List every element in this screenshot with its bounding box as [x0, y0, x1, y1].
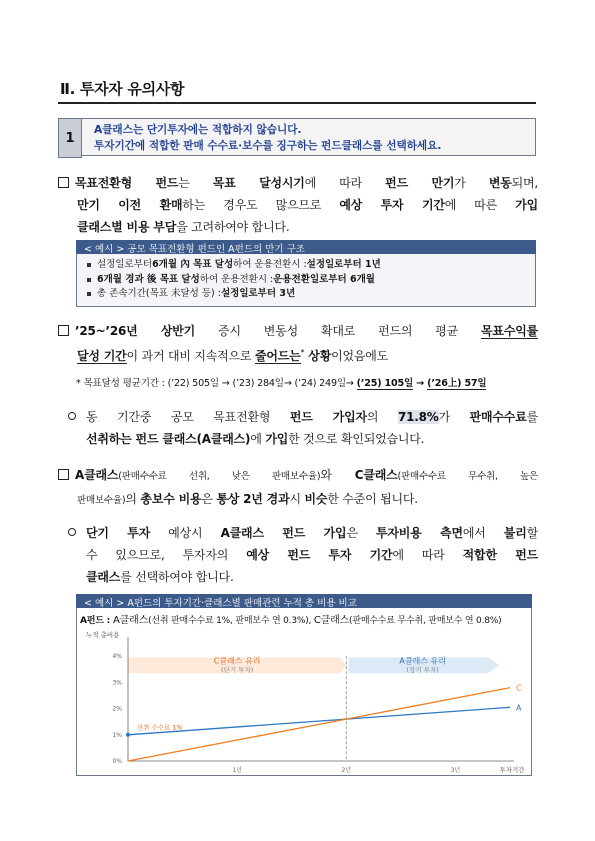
text: 은 [346, 526, 376, 540]
fee-annotation: 선취 수수료 1% [136, 723, 183, 732]
text: * 목표달성 평균기간 : [76, 378, 168, 389]
bullet-dot-icon [87, 278, 91, 282]
callout-line-1: A클래스는 단기투자에는 적합하지 않습니다. [94, 124, 302, 136]
text: 에 따른 [444, 198, 516, 212]
text: 되며, [511, 176, 539, 190]
list-item [87, 258, 525, 273]
text: (선취 판매수수료 1%, 판매보수 연 0.3%), [148, 616, 314, 626]
text-small: (판매수수료 선취, 낮은 판매보수율) [118, 471, 321, 482]
paragraph-target-conversion [58, 172, 538, 238]
title-divider [58, 102, 536, 104]
y-tick-label: 4% [112, 653, 122, 661]
footnote-average-period [76, 375, 486, 389]
text: 하는 경우도 많으므로 [182, 198, 340, 212]
text: 에 [250, 432, 266, 446]
text-bold: 비슷 [304, 492, 328, 506]
square-bullet-icon [58, 177, 69, 188]
text: 을 고려하여야 합니다. [176, 220, 290, 234]
text-bold: 투자비용 측면 [375, 526, 463, 540]
zone-c-sublabel: (단기 투자) [221, 665, 254, 674]
text: 에 따라 [304, 176, 386, 190]
text: 하여 운용전환시 : [233, 259, 307, 270]
y-tick-label: 3% [112, 679, 122, 687]
example-box-maturity [76, 240, 536, 307]
text-bold: 예상 투자 기간 [339, 198, 445, 212]
text-bold: A클래스 [75, 468, 119, 482]
series-label-a: A [516, 703, 522, 713]
text-bold: 적합한 펀드 [462, 548, 538, 562]
callout-box [81, 118, 536, 156]
text-bold: ’25~’26년 상반기 [75, 324, 196, 338]
x-tick-label: 3년 [450, 767, 461, 774]
list-item [87, 287, 525, 302]
example-box-header: < 예시 > 공모 목표전환형 펀드인 A펀드의 만기 구조 [76, 240, 536, 254]
text-bold: 판매수수료 [469, 410, 527, 424]
text: A클래스 [113, 615, 149, 626]
text: 한 것으로 확인되었습니다. [288, 432, 425, 446]
zone-c-label: C클래스 유리 [213, 656, 261, 666]
text-bold: 단기 투자 [86, 526, 151, 540]
text: 한 수준이 됩니다. [327, 492, 418, 506]
text-small: (판매수수료 무수취, 높은 [397, 471, 538, 482]
callout-line-2: 투자기간에 적합한 판매 수수료·보수를 징구하는 펀드클래스를 선택하세요. [94, 140, 442, 152]
x-axis-label: 투자기간 [499, 766, 525, 774]
text-bold: 상황 [304, 349, 332, 363]
circle-bullet-icon [68, 528, 76, 536]
text: 가 [438, 410, 470, 424]
square-bullet-icon [58, 469, 69, 480]
section-title: Ⅱ. 투자자 유의사항 [60, 80, 185, 98]
text-bold: 예상 펀드 투자 기간 [246, 548, 393, 562]
text: 동 기간중 공모 목표전환형 [86, 410, 290, 424]
text: (판매수수료 무수취, 판매보수 연 0.8%) [349, 616, 502, 626]
text: 를 선택하여야 합니다. [120, 570, 234, 584]
text-bold: 클래스 [86, 570, 121, 584]
y-tick-label: 2% [112, 705, 122, 713]
series-line-c [128, 688, 510, 761]
series-line-a [128, 707, 510, 735]
x-tick-label: 2년 [341, 767, 352, 774]
text: 하여 운용전환시 : [199, 273, 274, 285]
text-bold: 만기 이전 환매 [77, 198, 183, 212]
text: 이 과거 대비 지속적으로 [126, 349, 255, 363]
text-small: 판매보수율) [77, 495, 126, 506]
text: 에 따라 [392, 548, 463, 562]
text: 와 [320, 468, 355, 482]
y-tick-label: 0% [112, 758, 122, 765]
text: 수 있으므로, 투자자의 [86, 548, 247, 562]
text: 가 [454, 176, 489, 190]
text: 증시 변동성 확대로 펀드의 평균 [195, 324, 482, 338]
text-bold: A펀드 : [80, 616, 114, 626]
x-tick-label: 1년 [232, 767, 242, 774]
text-bold: A클래스 펀드 가입 [220, 526, 347, 540]
zone-a-sublabel: (장기 투자) [406, 665, 439, 674]
text: 은 [201, 492, 217, 506]
text-bold: 불리 [503, 526, 527, 540]
paragraph-class-cost [58, 464, 538, 512]
text-bold: 달성 기간 [77, 349, 127, 363]
zone-a-label: A클래스 유리 [399, 656, 447, 666]
text-bold: → [413, 378, 428, 389]
circle-bullet-icon [68, 412, 76, 420]
text: 의 [366, 410, 398, 424]
text-bold: 가입 [265, 432, 289, 446]
paragraph-choose-class [68, 522, 538, 588]
list-item [87, 273, 525, 288]
y-tick-label: 1% [112, 731, 122, 739]
callout-number: 1 [58, 118, 82, 158]
text: (’22) 505일 → (’23) 284일→ (’24) 249일→ [167, 378, 357, 389]
text: 시 [289, 492, 305, 506]
y-axis-label: 누적 총비용 [86, 631, 120, 639]
text-bold: 설정일로부터 3년 [220, 288, 296, 299]
text: 예상시 [150, 526, 221, 540]
text: 의 [125, 492, 141, 506]
text-bold: 6개월 경과 後 목표 달성 [97, 273, 200, 285]
text-bold: 줄어드는 [254, 349, 301, 363]
text: C클래스 [313, 615, 350, 626]
text-bold: 설정일로부터 1년 [306, 259, 381, 270]
text-bold: 목표수익률 [481, 324, 538, 338]
example-box-body [76, 254, 536, 307]
bullet-dot-icon [87, 263, 91, 267]
text-bold: 선취하는 펀드 클래스(A클래스) [86, 432, 251, 446]
text-bold: (’25) 105일 [356, 378, 414, 389]
text-bold: 변동 [488, 176, 512, 190]
text-bold: 목표전환형 펀드 [75, 176, 179, 190]
text-bold: 6개월 內 목표 달성 [152, 259, 234, 270]
text: 설정일로부터 [97, 259, 153, 270]
text-bold: C클래스 [354, 468, 398, 482]
text-bold: 목표 달성시기 [212, 176, 305, 190]
chart-subtitle [80, 611, 501, 626]
fee-point [126, 733, 130, 737]
footnote-mark: * [300, 348, 305, 357]
bullet-dot-icon [87, 292, 91, 296]
text-bold: 펀드 가입자 [289, 410, 367, 424]
text: 는 [178, 176, 213, 190]
text-bold: 운용전환일로부터 6개월 [273, 273, 375, 285]
cost-comparison-chart [76, 625, 532, 775]
text-bold: 71.8% [397, 410, 439, 424]
series-label-c: C [516, 683, 522, 693]
text: 를 [526, 410, 538, 424]
text-bold: 총보수 비용 [140, 492, 202, 506]
text-bold: 펀드 만기 [385, 176, 455, 190]
text: 에서 [462, 526, 504, 540]
text-bold: (’26上) 57일 [427, 378, 487, 389]
chart-header: < 예시 > A펀드의 투자기간·클래스별 판매관련 누적 총 비용 비교 [76, 594, 532, 608]
text-bold: 가입 [515, 198, 539, 212]
paragraph-subscribers [68, 406, 538, 450]
text: 총 존속기간(목표 未달성 등) : [97, 288, 221, 299]
text: 할 [526, 526, 538, 540]
text-bold: 통상 2년 경과 [216, 492, 290, 506]
square-bullet-icon [58, 325, 69, 336]
text: 이었음에도 [331, 349, 389, 363]
paragraph-volatility [58, 320, 538, 367]
text-bold: 클래스별 비용 부담 [77, 220, 177, 234]
